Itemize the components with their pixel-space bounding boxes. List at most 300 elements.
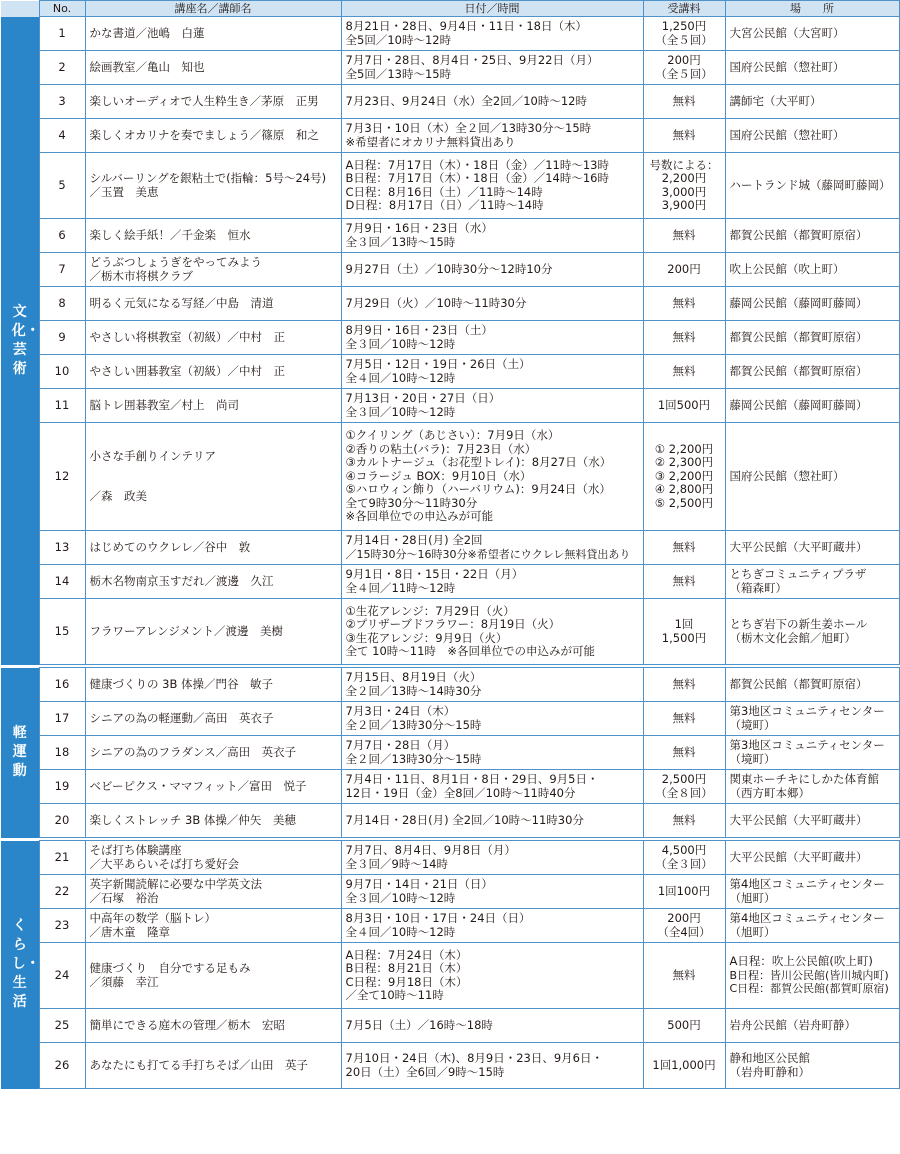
- fee-cell: [643, 1043, 725, 1089]
- place-cell: [725, 943, 899, 1009]
- place-cell: [725, 804, 899, 838]
- course-cell: [85, 770, 341, 804]
- fee-cell: [643, 565, 725, 599]
- fee-line: 3,900円: [661, 198, 707, 212]
- date-line: ④コラージュ BOX：9月10日（水）: [345, 468, 532, 483]
- place-cell: [725, 253, 899, 287]
- fee-line: 1回500円: [657, 397, 711, 412]
- table-row: [1, 321, 899, 355]
- date-cell: [341, 909, 643, 943]
- date-cell: [341, 219, 643, 253]
- date-cell: [341, 287, 643, 321]
- place-cell: [725, 770, 899, 804]
- header-place: 場 所: [725, 1, 899, 17]
- date-line: ※希望者にオカリナ無料貸出あり: [345, 134, 516, 149]
- table-row: [1, 1043, 899, 1089]
- course-line: シニアの為のフラダンス／高田 英衣子: [89, 744, 297, 759]
- date-cell: [341, 668, 643, 702]
- date-line: 7月5日（土）／16時～18時: [345, 1017, 493, 1032]
- row-number: 7: [39, 253, 85, 287]
- date-line: ③カルトナージュ（お花型トレイ)：8月27日（水）: [345, 455, 612, 470]
- table-row: [1, 355, 899, 389]
- table-row: [1, 85, 899, 119]
- fee-cell: [643, 85, 725, 119]
- place-line: 吹上公民館（吹上町）: [729, 261, 845, 276]
- fee-line: 無料: [672, 744, 696, 759]
- row-number: 14: [39, 565, 85, 599]
- course-line: シニアの為の軽運動／高田 英衣子: [89, 710, 274, 725]
- place-line: C日程：都賀公民館(都賀町原宿): [729, 982, 889, 996]
- fee-line: （全4回）: [657, 924, 711, 939]
- date-line: ⑤ハロウィン飾り（ハーバリウム)：9月24日（水）: [345, 482, 611, 497]
- fee-line: 無料: [672, 710, 696, 725]
- table-row: [1, 287, 899, 321]
- course-table: [1, 0, 900, 1089]
- date-cell: [341, 51, 643, 85]
- date-line: 7月9日・16日・23日（水）: [345, 221, 493, 235]
- course-line: かな書道／池嶋 白蓮: [89, 25, 205, 40]
- course-line: やさしい囲碁教室（初級）／中村 正: [89, 363, 285, 378]
- course-cell: [85, 287, 341, 321]
- course-line: ベビーピクス・ママフィット／富田 悦子: [89, 778, 307, 793]
- fee-line: 号数による：: [649, 157, 719, 172]
- place-line: （栃木文化会館／旭町）: [729, 630, 856, 645]
- table-row: [1, 219, 899, 253]
- table-row: [1, 17, 899, 51]
- date-cell: [341, 17, 643, 51]
- course-line: ／石塚 裕治: [89, 890, 159, 905]
- date-line: 全３回／10時～12時: [345, 890, 456, 905]
- category-label: [1, 668, 39, 838]
- date-line: ①生花アレンジ：7月29日（火）: [345, 603, 515, 618]
- date-cell: [341, 321, 643, 355]
- fee-line: 500円: [667, 1017, 701, 1032]
- place-cell: [725, 841, 899, 875]
- course-cell: [85, 219, 341, 253]
- date-line: 全て 10時～11時 ※各回単位での申込みが可能: [345, 644, 596, 658]
- date-line: ／15時30分～16時30分※希望者にウクレレ無料貸出あり: [345, 547, 631, 561]
- date-line: 全４回／10時～12時: [345, 924, 456, 939]
- date-line: 全３回／13時～15時: [345, 234, 456, 249]
- course-cell: [85, 1009, 341, 1043]
- fee-cell: [643, 841, 725, 875]
- place-cell: [725, 531, 899, 565]
- course-line: ／唐木童 隆章: [89, 924, 170, 939]
- date-line: 20日（土）全6回／9時～15時: [345, 1064, 505, 1079]
- date-line: ②プリザーブドフラワー：8月19日（火）: [345, 617, 561, 631]
- fee-line: （全５回）: [655, 32, 713, 47]
- place-cell: [725, 875, 899, 909]
- date-cell: [341, 770, 643, 804]
- fee-cell: [643, 875, 725, 909]
- date-line: ②香りの粘土(バラ)：7月23日（水）: [345, 441, 537, 456]
- place-line: 国府公民館（惣社町）: [729, 127, 845, 142]
- table-row: [1, 841, 899, 875]
- course-line: はじめてのウクレレ／谷中 敦: [89, 539, 251, 554]
- date-line: 8月9日・16日・23日（土）: [345, 323, 493, 337]
- header-fee: 受講料: [643, 1, 725, 17]
- course-cell: [85, 909, 341, 943]
- course-cell: [85, 599, 341, 665]
- table-row: [1, 531, 899, 565]
- fee-line: （全３回）: [655, 856, 713, 871]
- row-number: 6: [39, 219, 85, 253]
- place-line: （旭町）: [729, 890, 776, 905]
- place-line: 都賀公民館（都賀町原宿）: [729, 363, 868, 378]
- date-line: 全４回／11時～12時: [345, 580, 456, 595]
- place-line: （境町）: [729, 717, 776, 732]
- course-line: あなたにも打てる手打ちそば／山田 英子: [89, 1057, 308, 1072]
- course-cell: [85, 85, 341, 119]
- place-cell: [725, 702, 899, 736]
- fee-line: 1回: [674, 617, 694, 631]
- place-line: 国府公民館（惣社町）: [729, 59, 845, 74]
- row-number: 3: [39, 85, 85, 119]
- row-number: 26: [39, 1043, 85, 1089]
- course-line: 楽しいオーディオで人生粋生き／茅原 正男: [89, 93, 319, 108]
- table-row: [1, 702, 899, 736]
- fee-line: 2,500円: [661, 772, 707, 786]
- header-category: [1, 1, 39, 17]
- header-date: 日付／時間: [341, 1, 643, 17]
- fee-cell: [643, 943, 725, 1009]
- date-cell: [341, 841, 643, 875]
- table-row: [1, 565, 899, 599]
- fee-line: 200円: [667, 53, 701, 67]
- row-number: 10: [39, 355, 85, 389]
- date-line: 7月5日・12日・19日・26日（土）: [345, 357, 531, 371]
- date-line: C日程：8月16日（土）／11時～14時: [345, 184, 543, 199]
- category-label: [1, 841, 39, 1089]
- date-line: 7月7日・28日、8月4日・25日、9月22日（月）: [345, 53, 599, 67]
- header-course: 講座名／講師名: [85, 1, 341, 17]
- course-cell: [85, 119, 341, 153]
- course-line: [90, 477, 337, 491]
- course-line: 中高年の数学（脳トレ）: [89, 911, 216, 925]
- date-line: 9月1日・8日・15日・22日（月）: [345, 567, 524, 581]
- date-line: 8月21日・28日、9月4日・11日・18日（木）: [345, 19, 587, 33]
- row-number: 8: [39, 287, 85, 321]
- course-cell: [85, 423, 341, 531]
- date-line: 全３回／10時～12時: [345, 404, 456, 419]
- row-number: 13: [39, 531, 85, 565]
- date-line: 全て9時30分～11時30分: [345, 495, 478, 510]
- row-number: 17: [39, 702, 85, 736]
- place-line: 大平公民館（大平町蔵井）: [729, 849, 868, 864]
- course-cell: [85, 51, 341, 85]
- fee-cell: [643, 770, 725, 804]
- date-line: 全３回／10時～12時: [345, 336, 456, 351]
- date-line: 7月14日・28日(月) 全2回／10時～11時30分: [345, 812, 584, 827]
- place-cell: [725, 668, 899, 702]
- date-line: 7月13日・20日・27日（日）: [345, 391, 501, 405]
- table-body: [1, 17, 899, 1089]
- place-line: 藤岡公民館（藤岡町藤岡）: [729, 295, 868, 310]
- row-number: 9: [39, 321, 85, 355]
- place-line: 大宮公民館（大宮町）: [729, 25, 845, 40]
- fee-cell: [643, 119, 725, 153]
- row-number: 22: [39, 875, 85, 909]
- row-number: 19: [39, 770, 85, 804]
- table-row: [1, 599, 899, 665]
- date-line: 全２回／13時～14時30分: [345, 683, 482, 698]
- course-line: やさしい将棋教室（初級）／中村 正: [89, 329, 285, 344]
- date-line: 全３回／9時～14時: [345, 856, 448, 871]
- course-line: 楽しく絵手紙！／千金楽 恒水: [89, 227, 251, 242]
- date-line: 8月3日・10日・17日・24日（日）: [345, 911, 531, 925]
- course-line: [90, 463, 337, 477]
- table-header-row: [1, 1, 899, 17]
- row-number: 2: [39, 51, 85, 85]
- date-line: 9月7日・14日・21日（日）: [345, 877, 493, 891]
- place-line: A日程：吹上公民館(吹上町): [729, 954, 873, 969]
- date-cell: [341, 119, 643, 153]
- table-row: [1, 119, 899, 153]
- date-cell: [341, 389, 643, 423]
- fee-cell: [643, 389, 725, 423]
- place-cell: [725, 1043, 899, 1089]
- table-row: [1, 875, 899, 909]
- fee-line: 3,000円: [661, 184, 707, 199]
- date-line: 7月3日・24日（木）: [345, 704, 456, 718]
- place-line: 岩舟公民館（岩舟町静）: [729, 1017, 856, 1032]
- place-cell: [725, 736, 899, 770]
- course-line: 絵画教室／亀山 知也: [89, 59, 205, 74]
- fee-line: 無料: [672, 227, 696, 242]
- place-line: 講師宅（大平町）: [729, 93, 822, 108]
- table-row: [1, 909, 899, 943]
- fee-line: ④ 2,800円: [654, 482, 714, 497]
- course-cell: [85, 943, 341, 1009]
- date-cell: [341, 531, 643, 565]
- date-line: C日程：9月18日（木）: [345, 974, 468, 989]
- course-cell: [85, 389, 341, 423]
- place-cell: [725, 321, 899, 355]
- fee-line: 無料: [672, 539, 696, 554]
- fee-cell: [643, 287, 725, 321]
- course-cell: [85, 736, 341, 770]
- table-row: [1, 668, 899, 702]
- row-number: 25: [39, 1009, 85, 1043]
- row-number: 12: [39, 423, 85, 531]
- fee-cell: [643, 219, 725, 253]
- fee-cell: [643, 736, 725, 770]
- place-cell: [725, 909, 899, 943]
- place-line: 藤岡公民館（藤岡町藤岡）: [729, 397, 868, 412]
- header-no: No.: [39, 1, 85, 17]
- date-line: A日程：7月24日（木）: [345, 947, 468, 962]
- fee-line: （全５回）: [655, 66, 713, 81]
- date-cell: [341, 153, 643, 219]
- course-line: 健康づくりの 3B 体操／門谷 敏子: [89, 676, 274, 691]
- date-cell: [341, 875, 643, 909]
- place-line: 都賀公民館（都賀町原宿）: [729, 227, 868, 242]
- fee-cell: [643, 355, 725, 389]
- fee-cell: [643, 321, 725, 355]
- row-number: 23: [39, 909, 85, 943]
- fee-line: 200円: [667, 261, 701, 276]
- place-cell: [725, 599, 899, 665]
- table-row: [1, 943, 899, 1009]
- date-cell: [341, 1009, 643, 1043]
- date-line: 7月3日・10日（木）全２回／13時30分～15時: [345, 121, 592, 135]
- date-line: 7月7日・28日（月）: [345, 738, 456, 752]
- course-line: ／森 政美: [89, 489, 147, 503]
- date-cell: [341, 355, 643, 389]
- date-line: ①クイリング（あじさい）：7月9日（水）: [345, 428, 560, 443]
- fee-cell: [643, 599, 725, 665]
- place-cell: [725, 287, 899, 321]
- course-line: シルバーリングを銀粘土で(指輪：5号～24号): [89, 171, 327, 185]
- fee-cell: [643, 17, 725, 51]
- row-number: 24: [39, 943, 85, 1009]
- category-label-text: 文化・芸術: [11, 303, 40, 377]
- table-row: [1, 253, 899, 287]
- course-cell: [85, 702, 341, 736]
- fee-line: 無料: [672, 295, 696, 310]
- fee-line: 無料: [672, 127, 696, 142]
- date-cell: [341, 736, 643, 770]
- date-line: 7月10日・24日（木)、8月9日・23日、9月6日・: [345, 1051, 603, 1065]
- place-line: 大平公民館（大平町蔵井）: [729, 812, 868, 827]
- course-line: ／玉置 美恵: [89, 184, 159, 199]
- place-line: とちぎコミュニティプラザ: [729, 567, 867, 581]
- fee-line: 無料: [672, 812, 696, 827]
- table-row: [1, 423, 899, 531]
- fee-cell: [643, 253, 725, 287]
- fee-line: 1回1,000円: [652, 1057, 716, 1072]
- table-row: [1, 389, 899, 423]
- place-line: （箱森町）: [729, 580, 787, 595]
- date-line: 12日・19日（金）全8回／10時～11時40分: [345, 785, 576, 800]
- row-number: 11: [39, 389, 85, 423]
- course-line: ／栃木市将棋クラブ: [89, 268, 193, 283]
- place-cell: [725, 119, 899, 153]
- place-line: 第4地区コミュニティセンター: [729, 911, 885, 925]
- course-line: 楽しくオカリナを奏でましょう／篠原 和之: [89, 127, 319, 142]
- course-line: 明るく元気になる写経／中島 清道: [89, 295, 274, 310]
- table-row: [1, 736, 899, 770]
- row-number: 18: [39, 736, 85, 770]
- date-line: 全４回／10時～12時: [345, 370, 456, 385]
- place-line: 関東ホーチキにしかた体育館: [729, 772, 879, 786]
- place-cell: [725, 153, 899, 219]
- place-cell: [725, 565, 899, 599]
- row-number: 4: [39, 119, 85, 153]
- date-line: 全２回／13時30分～15時: [345, 751, 482, 766]
- course-line: そば打ち体験講座: [89, 843, 182, 857]
- date-line: D日程：8月17日（日）／11時～14時: [345, 198, 544, 212]
- fee-cell: [643, 668, 725, 702]
- course-cell: [85, 17, 341, 51]
- course-cell: [85, 253, 341, 287]
- place-line: 静和地区公民館: [729, 1051, 810, 1065]
- course-cell: [85, 531, 341, 565]
- table-row: [1, 804, 899, 838]
- date-cell: [341, 85, 643, 119]
- fee-line: 4,500円: [661, 843, 707, 857]
- fee-line: 200円: [667, 911, 701, 925]
- fee-line: 無料: [672, 967, 696, 982]
- fee-line: ② 2,300円: [654, 455, 714, 470]
- fee-line: 無料: [672, 363, 696, 378]
- place-cell: [725, 1009, 899, 1043]
- date-line: 7月23日、9月24日（水）全2回／10時～12時: [345, 93, 587, 108]
- category-label-text: 軽運動: [12, 725, 27, 779]
- row-number: 5: [39, 153, 85, 219]
- place-cell: [725, 423, 899, 531]
- date-line: 全5回／10時～12時: [345, 32, 452, 47]
- fee-line: 2,200円: [661, 171, 707, 185]
- table-row: [1, 153, 899, 219]
- place-cell: [725, 51, 899, 85]
- place-line: とちぎ岩下の新生姜ホール: [729, 617, 868, 631]
- date-line: 全5回／13時～15時: [345, 66, 452, 81]
- fee-line: 無料: [672, 676, 696, 691]
- fee-line: ⑤ 2,500円: [654, 495, 714, 510]
- date-cell: [341, 1043, 643, 1089]
- course-line: フラワーアレンジメント／渡邊 美樹: [89, 623, 284, 638]
- fee-cell: [643, 909, 725, 943]
- fee-line: 無料: [672, 93, 696, 108]
- place-line: 国府公民館（惣社町）: [729, 468, 845, 483]
- date-line: 7月7日、8月4日、9月8日（月）: [345, 843, 516, 857]
- course-cell: [85, 804, 341, 838]
- fee-cell: [643, 153, 725, 219]
- date-cell: [341, 423, 643, 531]
- course-line: 英字新聞読解に必要な中学英文法: [89, 877, 262, 891]
- course-cell: [85, 355, 341, 389]
- fee-line: （全８回）: [655, 785, 713, 800]
- date-cell: [341, 253, 643, 287]
- table-row: [1, 51, 899, 85]
- category-label-text: くらし・生活: [11, 918, 40, 1010]
- course-line: 楽しくストレッチ 3B 体操／仲矢 美穂: [89, 812, 296, 827]
- course-cell: [85, 841, 341, 875]
- category-label: [1, 17, 39, 665]
- table-row: [1, 770, 899, 804]
- fee-line: ③ 2,200円: [654, 468, 714, 483]
- place-line: 第3地区コミュニティセンター: [729, 738, 885, 752]
- date-line: 7月14日・28日(月) 全2回: [345, 533, 483, 547]
- fee-line: ① 2,200円: [654, 441, 714, 456]
- fee-line: 1,500円: [661, 630, 707, 645]
- date-cell: [341, 943, 643, 1009]
- course-line: 栃木名物南京玉すだれ／渡邊 久江: [89, 573, 274, 588]
- course-line: ／大平あらいそば打ち愛好会: [89, 856, 239, 871]
- course-cell: [85, 668, 341, 702]
- date-cell: [341, 599, 643, 665]
- place-line: 都賀公民館（都賀町原宿）: [729, 329, 868, 344]
- row-number: 16: [39, 668, 85, 702]
- course-line: 健康づくり 自分でする足もみ: [89, 961, 251, 975]
- place-line: 大平公民館（大平町蔵井）: [729, 539, 868, 554]
- table-row: [1, 1009, 899, 1043]
- place-line: （旭町）: [729, 924, 776, 939]
- fee-line: 無料: [672, 329, 696, 344]
- place-line: ハートランド城（藤岡町藤岡）: [729, 177, 891, 192]
- date-line: 7月15日、8月19日（火）: [345, 670, 482, 684]
- course-line: ／須藤 幸江: [89, 974, 159, 989]
- place-cell: [725, 389, 899, 423]
- course-line: 簡単にできる庭木の管理／栃木 宏昭: [89, 1017, 285, 1032]
- fee-cell: [643, 804, 725, 838]
- date-line: B日程：8月21日（木）: [345, 961, 468, 975]
- course-line: 脳トレ囲碁教室／村上 尚司: [89, 397, 239, 412]
- fee-cell: [643, 702, 725, 736]
- place-cell: [725, 219, 899, 253]
- date-line: 7月4日・11日、8月1日・8日・29日、9月5日・: [345, 772, 599, 786]
